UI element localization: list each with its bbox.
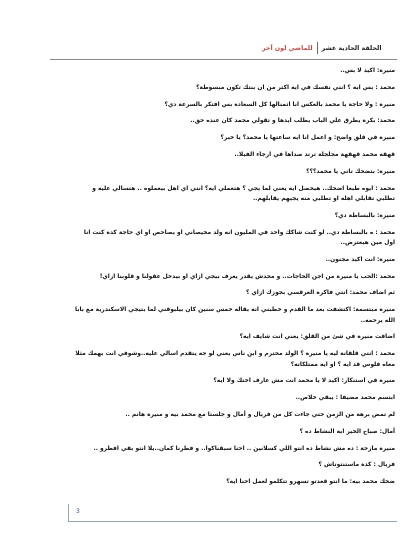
paragraph: منيرة مازحة : ده مش نشاط ده انتو اللي كسلانين .. احنا سبقناكوا.. و فطرنا كمان..يلا انتو بقي افطرو .. <box>93 445 395 452</box>
paragraph: لم تمض برهة من الزمن حتي جاءت كل من فريال و أمال و جلستا مع محمد بيه و منيرة هانم .. <box>125 411 395 418</box>
paragraph: قهقه محمد قهقهة مجلجلة ترتد صداها في ارجاء الفيلا.. <box>234 151 395 158</box>
paragraph: منيرة : ولا حاجة يا محمد بالعكس انا اتمنالها كل السعادة بس افتكر بالسرعة دي؟ <box>164 101 395 108</box>
paragraph: فريال : كدة ماستنتوناش ؟ <box>318 462 395 469</box>
paragraph: محمد :الحب يا منيرة من اجن الحاجات.. و محدش يقدر يعرف بيجي ازاي او بيدخل عقولنا و قلوبنا ازاي! <box>99 273 395 280</box>
page-footer <box>68 504 397 522</box>
paragraph: محمد : ايوه طبعا اضحك.. هيحصل ايه يعني لما يجي ؟ هتعملي ايه؟ انتي اي اهل بيعملوه .. هتسالي عليه و تطلبي تقابلي اهله او تطلبي منه يجيهم يقابلهم.. <box>92 185 395 202</box>
paragraph: منيرة: اكيد لا بس.. <box>340 68 395 74</box>
paragraph: منيرة مبتسمة: اكتشفت بعد ما القدم و خطبني انه بقاله خمس سنين كان بيلبوقني لما بتيجي الاسكندرية مع بابا الله يرحمه.. <box>75 307 395 324</box>
paragraph: أمال: صباح الخير ايه النشاط ده ؟ <box>299 428 395 435</box>
header-divider <box>317 42 318 54</box>
page-number: 3 <box>76 508 80 515</box>
paragraph: منيرة: بتضحك تاني يا محمد؟؟؟ <box>306 168 395 175</box>
paragraph: محمد : انتي قلقانة ليه يا منيرة ؟ الولد محترم و ابن ناس يعني لو جه يتقدم اسالي عليه..وشوفي انت يهمك مثلا معاه فلوس قد ايه ؟ او ايه ممتلكاته؟ <box>75 351 395 368</box>
chapter-title: الحلقة الحادية عشر <box>321 44 382 52</box>
page-body <box>52 66 395 494</box>
paragraph: محمد: بكرة يطرق علي الباب يطلب ايدها و تقولي محمد كان عنده حق.. <box>190 118 395 125</box>
paragraph: ابتسم محمد مضيفا : يبقي خلاص.. <box>295 395 395 402</box>
paragraph: محمد : ه بالبساطة دي.. لو كنت شاكك واحد في المليون انه ولد مخيصاني او يصاحص او اي حاجة كدة كنت انا اول مين هيعترض.. <box>83 229 395 246</box>
book-title: للماضي لون آخر <box>262 44 313 52</box>
paragraph: ثم اضاف محمد: انتي فاكرة العرقسي بجوزك ازاي ؟ <box>245 290 395 297</box>
paragraph: اضافت منيرة في شئ من القلق: يعني انت شايف ايه؟ <box>239 334 395 341</box>
paragraph: منيرة في قلق واضح: و اعمل انا ايه ساعتها يا محمد؟ يا خبر؟ <box>220 135 395 142</box>
paragraph: محمد : بس ايه ؟ انتي نفسك في ايه اكتر من ان بنتك تكون مبسوطة؟ <box>196 84 395 91</box>
paragraph: منيرة: انت اكيد مجنون.. <box>325 256 395 263</box>
running-header <box>262 40 397 56</box>
paragraph: منيرة: بالبساطة دي؟ <box>334 212 395 219</box>
footer-frame <box>68 504 397 522</box>
paragraph: ضحك محمد بيه: ما انتو قعدتو تسهرو تتكلمو لعمل احنا ايه؟ <box>226 479 395 486</box>
paragraph: منيرة في استنكار: اكيد لا يا محمد انت مش عارف اختك ولا ايه؟ <box>213 378 395 385</box>
header-rule <box>50 59 397 60</box>
